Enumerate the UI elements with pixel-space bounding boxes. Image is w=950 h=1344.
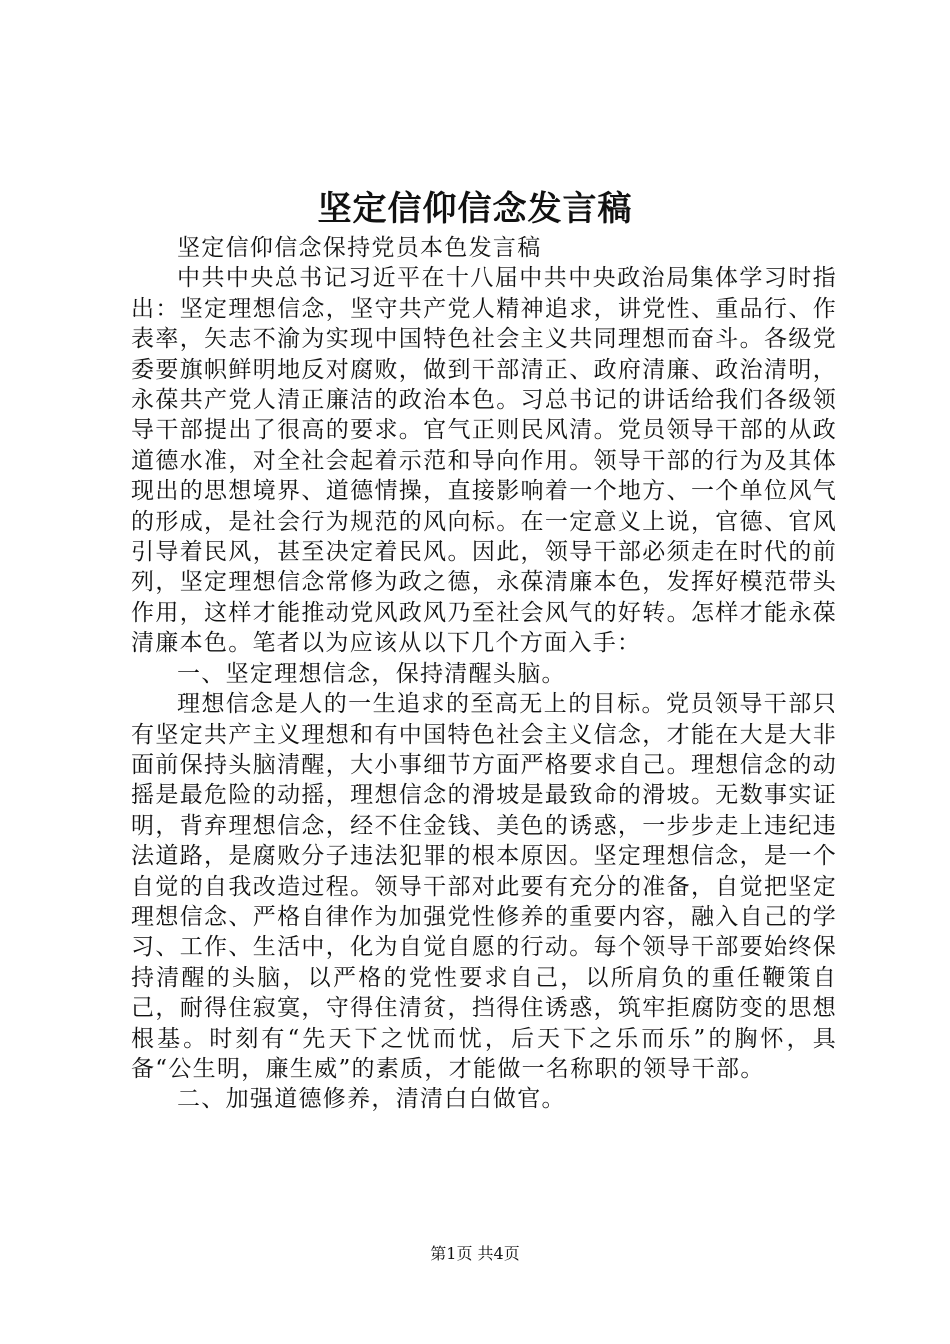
subtitle-paragraph: 坚定信仰信念保持党员本色发言稿: [177, 235, 542, 261]
document-body: [131, 233, 837, 1115]
intro-paragraph: 中共中央总书记习近平在十八届中共中央政治局集体学习时指出：坚定理想信念，坚守共产党人精神追求，讲党性、重品行、作表率，矢志不渝为实现中国特色社会主义共同理想而奋斗。各级党委要旗帜鲜明地反对腐败，做到干部清正、政府清廉、政治清明，永葆共产党人清正廉洁的政治本色。习总书记的讲话给我们各级领导干部提出了很高的要求。官气正则民风清。党员领导干部的从政道德水准，对全社会起着示范和导向作用。领导干部的行为及其体现出的思想境界、道德情操，直接影响着一个地方、一个单位风气的形成，是社会行为规范的风向标。在一定意义上说，官德、官风引导着民风，甚至决定着民风。因此，领导干部必须走在时代的前列，坚定理想信念常修为政之德，永葆清廉本色，发挥好模范带头作用，这样才能推动党风政风乃至社会风气的好转。怎样才能永葆清廉本色。笔者以为应该从以下几个方面入手：: [131, 265, 837, 657]
section-1-paragraph: 理想信念是人的一生追求的至高无上的目标。党员领导干部只有坚定共产主义理想和有中国特色社会主义信念，才能在大是大非面前保持头脑清醒，大小事细节方面严格要求自己。理想信念的动摇是最危险的动摇，理想信念的滑坡是最致命的滑坡。无数事实证明，背弃理想信念，经不住金钱、美色的诱惑，一步步走上违纪违法道路，是腐败分子违法犯罪的根本原因。坚定理想信念，是一个自觉的自我改造过程。领导干部对此要有充分的准备，自觉把坚定理想信念、严格自律作为加强党性修养的重要内容，融入自己的学习、工作、生活中，化为自觉自愿的行动。每个领导干部要始终保持清醒的头脑，以严格的党性要求自己，以所肩负的重任鞭策自己，耐得住寂寞，守得住清贫，挡得住诱惑，筑牢拒腐防变的思想根基。时刻有“先天下之忧而忧，后天下之乐而乐”的胸怀，具备“公生明，廉生威”的素质，才能做一名称职的领导干部。: [131, 691, 837, 1082]
document-title: 坚定信仰信念发言稿: [317, 189, 633, 229]
page-footer: 第1页 共4页: [430, 1244, 520, 1263]
section-heading-1: 一、坚定理想信念，保持清醒头脑。: [177, 660, 566, 687]
section-heading-2: 二、加强道德修养，清清白白做官。: [177, 1086, 566, 1113]
